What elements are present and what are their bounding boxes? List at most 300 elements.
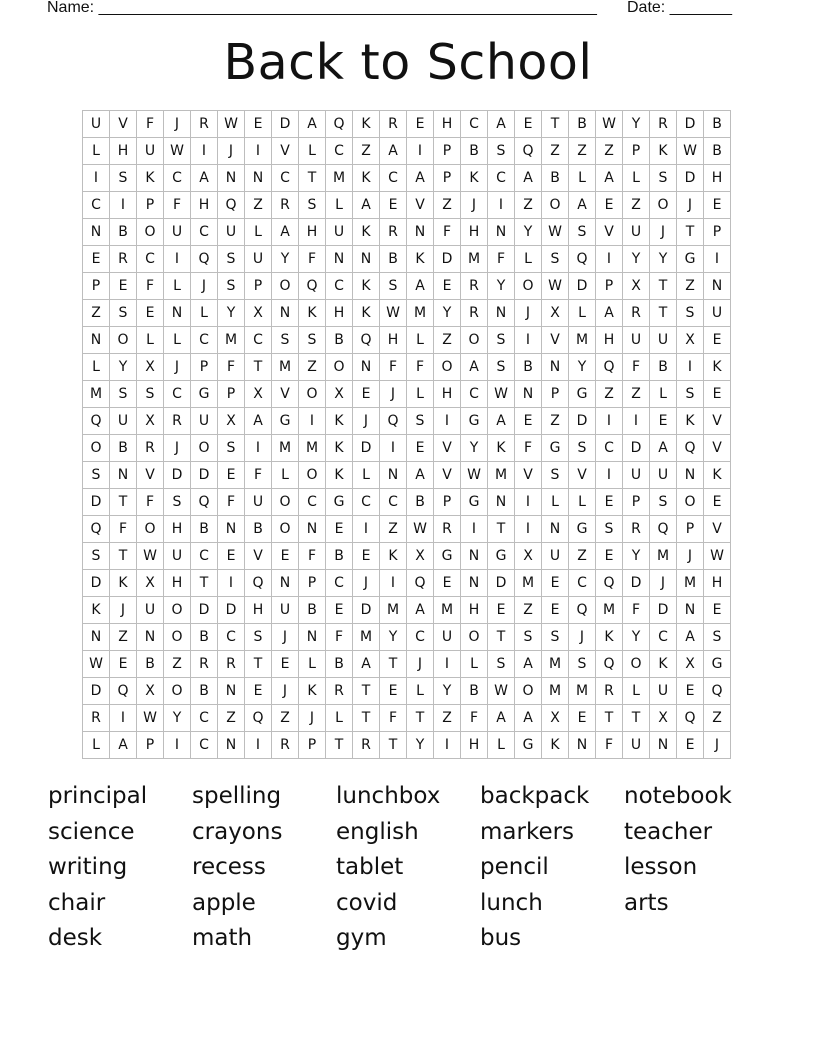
grid-cell: K — [326, 408, 353, 435]
grid-cell: Z — [83, 300, 110, 327]
grid-cell: N — [461, 570, 488, 597]
grid-cell: U — [326, 219, 353, 246]
grid-cell: C — [164, 381, 191, 408]
grid-cell: U — [218, 219, 245, 246]
grid-cell: A — [596, 300, 623, 327]
grid-cell: N — [83, 327, 110, 354]
grid-cell: Z — [596, 138, 623, 165]
grid-cell: C — [326, 273, 353, 300]
grid-cell: K — [353, 219, 380, 246]
grid-cell: S — [299, 192, 326, 219]
grid-cell: D — [218, 597, 245, 624]
grid-cell: I — [461, 516, 488, 543]
grid-cell: B — [326, 651, 353, 678]
grid-cell: E — [245, 678, 272, 705]
grid-cell: E — [110, 651, 137, 678]
grid-cell: O — [515, 273, 542, 300]
grid-cell: C — [83, 192, 110, 219]
grid-cell: U — [245, 489, 272, 516]
grid-cell: A — [380, 138, 407, 165]
grid-cell: L — [299, 138, 326, 165]
grid-cell: V — [407, 192, 434, 219]
grid-cell: M — [488, 462, 515, 489]
grid-cell: F — [515, 435, 542, 462]
grid-cell: W — [488, 678, 515, 705]
grid-cell: H — [326, 300, 353, 327]
grid-cell: D — [623, 570, 650, 597]
grid-cell: F — [434, 219, 461, 246]
grid-cell: Q — [83, 516, 110, 543]
grid-cell: X — [515, 543, 542, 570]
grid-cell: X — [137, 570, 164, 597]
grid-cell: T — [677, 219, 704, 246]
grid-cell: I — [596, 462, 623, 489]
grid-cell: N — [407, 219, 434, 246]
grid-cell: I — [596, 246, 623, 273]
grid-cell: E — [650, 408, 677, 435]
grid-cell: K — [353, 165, 380, 192]
grid-cell: W — [488, 381, 515, 408]
grid-cell: U — [191, 408, 218, 435]
grid-cell: V — [272, 138, 299, 165]
word-list-item: crayons — [192, 818, 283, 845]
grid-cell: B — [704, 111, 731, 138]
grid-cell: M — [650, 543, 677, 570]
grid-cell: P — [542, 381, 569, 408]
grid-cell: X — [542, 705, 569, 732]
grid-cell: R — [137, 435, 164, 462]
grid-cell: K — [596, 624, 623, 651]
grid-cell: L — [326, 192, 353, 219]
grid-cell: H — [434, 381, 461, 408]
grid-cell: X — [407, 543, 434, 570]
grid-cell: E — [245, 111, 272, 138]
grid-cell: O — [434, 354, 461, 381]
grid-cell: F — [380, 354, 407, 381]
grid-cell: Q — [191, 246, 218, 273]
grid-cell: G — [488, 543, 515, 570]
grid-cell: A — [488, 111, 515, 138]
grid-cell: A — [407, 462, 434, 489]
grid-cell: A — [407, 273, 434, 300]
grid-cell: H — [164, 516, 191, 543]
grid-cell: K — [407, 246, 434, 273]
grid-cell: B — [650, 354, 677, 381]
grid-cell: L — [569, 165, 596, 192]
grid-cell: Z — [515, 597, 542, 624]
grid-cell: H — [461, 732, 488, 759]
grid-cell: F — [218, 489, 245, 516]
word-list-item: lesson — [624, 854, 698, 880]
grid-cell: P — [218, 381, 245, 408]
grid-cell: N — [488, 219, 515, 246]
grid-cell: Q — [407, 570, 434, 597]
grid-cell: K — [353, 273, 380, 300]
grid-cell: B — [407, 489, 434, 516]
grid-cell: N — [380, 462, 407, 489]
word-list-item: desk — [48, 925, 103, 951]
grid-cell: D — [677, 111, 704, 138]
grid-cell: V — [704, 408, 731, 435]
grid-cell: E — [434, 570, 461, 597]
grid-cell: O — [164, 678, 191, 705]
grid-cell: E — [380, 192, 407, 219]
grid-cell: K — [353, 300, 380, 327]
grid-cell: X — [623, 273, 650, 300]
grid-cell: Z — [515, 192, 542, 219]
grid-cell: N — [83, 624, 110, 651]
grid-cell: P — [434, 138, 461, 165]
grid-cell: M — [434, 597, 461, 624]
grid-cell: T — [380, 732, 407, 759]
grid-cell: C — [191, 705, 218, 732]
grid-cell: C — [326, 570, 353, 597]
grid-cell: G — [461, 489, 488, 516]
grid-cell: M — [326, 165, 353, 192]
grid-cell: J — [164, 435, 191, 462]
grid-cell: O — [272, 489, 299, 516]
grid-cell: T — [380, 651, 407, 678]
grid-cell: X — [137, 678, 164, 705]
grid-cell: H — [461, 597, 488, 624]
grid-cell: E — [596, 543, 623, 570]
grid-cell: N — [299, 516, 326, 543]
grid-cell: T — [353, 678, 380, 705]
grid-cell: R — [650, 111, 677, 138]
grid-cell: Q — [650, 516, 677, 543]
grid-cell: D — [677, 165, 704, 192]
grid-cell: N — [83, 219, 110, 246]
grid-cell: W — [542, 273, 569, 300]
grid-cell: T — [110, 543, 137, 570]
grid-cell: Z — [272, 705, 299, 732]
grid-cell: U — [623, 462, 650, 489]
grid-cell: S — [569, 651, 596, 678]
grid-cell: O — [326, 354, 353, 381]
grid-cell: E — [218, 543, 245, 570]
grid-cell: S — [164, 489, 191, 516]
grid-cell: X — [245, 381, 272, 408]
word-list-item: teacher — [624, 818, 713, 845]
grid-cell: V — [515, 462, 542, 489]
word-list-item: apple — [192, 889, 256, 916]
grid-cell: N — [164, 300, 191, 327]
grid-cell: L — [407, 327, 434, 354]
grid-cell: N — [218, 678, 245, 705]
grid-cell: X — [137, 354, 164, 381]
grid-cell: A — [569, 192, 596, 219]
grid-cell: S — [110, 300, 137, 327]
grid-cell: Z — [569, 138, 596, 165]
grid-cell: T — [299, 165, 326, 192]
grid-cell: A — [407, 597, 434, 624]
grid-cell: E — [542, 597, 569, 624]
grid-cell: A — [272, 219, 299, 246]
grid-cell: S — [218, 435, 245, 462]
grid-cell: L — [83, 354, 110, 381]
grid-cell: Q — [515, 138, 542, 165]
grid-cell: M — [272, 435, 299, 462]
grid-cell: G — [326, 489, 353, 516]
grid-cell: E — [515, 408, 542, 435]
grid-cell: O — [110, 327, 137, 354]
grid-cell: A — [488, 705, 515, 732]
grid-cell: F — [407, 354, 434, 381]
grid-cell: I — [407, 138, 434, 165]
grid-cell: B — [191, 678, 218, 705]
grid-cell: G — [677, 246, 704, 273]
date-field-label: Date: _______ — [627, 0, 732, 16]
grid-cell: T — [542, 111, 569, 138]
grid-cell: S — [407, 408, 434, 435]
grid-cell: S — [569, 219, 596, 246]
grid-cell: H — [704, 165, 731, 192]
grid-cell: D — [83, 489, 110, 516]
grid-cell: Y — [110, 354, 137, 381]
grid-cell: G — [434, 543, 461, 570]
grid-cell: M — [353, 624, 380, 651]
grid-cell: S — [569, 435, 596, 462]
grid-cell: P — [623, 138, 650, 165]
grid-cell: W — [137, 705, 164, 732]
grid-cell: L — [569, 489, 596, 516]
grid-cell: L — [272, 462, 299, 489]
word-list-item: arts — [624, 889, 669, 916]
grid-cell: E — [704, 381, 731, 408]
grid-cell: T — [245, 354, 272, 381]
grid-cell: T — [353, 705, 380, 732]
grid-cell: M — [569, 678, 596, 705]
grid-cell: X — [326, 381, 353, 408]
grid-cell: E — [272, 543, 299, 570]
grid-cell: H — [434, 111, 461, 138]
grid-cell: Z — [623, 192, 650, 219]
grid-cell: U — [245, 246, 272, 273]
grid-cell: E — [704, 489, 731, 516]
grid-cell: K — [299, 678, 326, 705]
grid-cell: S — [542, 246, 569, 273]
grid-cell: S — [542, 462, 569, 489]
grid-cell: F — [137, 111, 164, 138]
grid-cell: Y — [434, 678, 461, 705]
grid-cell: V — [272, 381, 299, 408]
grid-cell: Q — [380, 408, 407, 435]
grid-cell: L — [569, 300, 596, 327]
grid-cell: L — [461, 651, 488, 678]
grid-cell: R — [380, 111, 407, 138]
grid-cell: Y — [623, 111, 650, 138]
grid-cell: D — [488, 570, 515, 597]
grid-cell: U — [623, 327, 650, 354]
grid-cell: H — [596, 327, 623, 354]
grid-cell: B — [299, 597, 326, 624]
grid-cell: E — [488, 597, 515, 624]
grid-cell: R — [110, 246, 137, 273]
grid-cell: S — [380, 273, 407, 300]
grid-cell: S — [137, 381, 164, 408]
grid-cell: N — [245, 165, 272, 192]
grid-cell: L — [191, 300, 218, 327]
grid-cell: A — [596, 165, 623, 192]
grid-cell: K — [542, 732, 569, 759]
grid-cell: P — [623, 489, 650, 516]
grid-cell: I — [218, 570, 245, 597]
grid-cell: P — [245, 273, 272, 300]
grid-cell: A — [407, 165, 434, 192]
grid-cell: Q — [299, 273, 326, 300]
word-list-item: recess — [192, 854, 266, 880]
grid-cell: X — [137, 408, 164, 435]
grid-cell: Y — [623, 624, 650, 651]
grid-cell: C — [191, 732, 218, 759]
grid-cell: S — [245, 624, 272, 651]
grid-cell: R — [83, 705, 110, 732]
grid-cell: Q — [677, 435, 704, 462]
grid-cell: S — [299, 327, 326, 354]
grid-cell: S — [488, 138, 515, 165]
word-list-item: english — [336, 818, 419, 845]
grid-cell: N — [218, 732, 245, 759]
grid-cell: U — [434, 624, 461, 651]
grid-cell: K — [461, 165, 488, 192]
grid-cell: K — [650, 138, 677, 165]
grid-cell: S — [488, 354, 515, 381]
grid-cell: E — [407, 435, 434, 462]
grid-cell: Z — [542, 408, 569, 435]
grid-cell: N — [677, 462, 704, 489]
grid-cell: J — [272, 624, 299, 651]
word-list-item: notebook — [624, 783, 732, 809]
grid-cell: Q — [596, 570, 623, 597]
grid-cell: E — [569, 705, 596, 732]
grid-cell: R — [191, 111, 218, 138]
grid-cell: J — [191, 273, 218, 300]
grid-cell: F — [596, 732, 623, 759]
grid-cell: E — [218, 462, 245, 489]
grid-cell: E — [704, 597, 731, 624]
grid-cell: E — [353, 543, 380, 570]
grid-cell: V — [434, 462, 461, 489]
grid-cell: K — [353, 111, 380, 138]
grid-cell: C — [164, 165, 191, 192]
grid-cell: T — [407, 705, 434, 732]
grid-cell: I — [83, 165, 110, 192]
grid-cell: X — [542, 300, 569, 327]
grid-cell: Y — [515, 219, 542, 246]
grid-cell: D — [569, 273, 596, 300]
grid-cell: G — [272, 408, 299, 435]
grid-cell: C — [272, 165, 299, 192]
grid-cell: Q — [569, 246, 596, 273]
grid-cell: E — [137, 300, 164, 327]
grid-cell: M — [407, 300, 434, 327]
grid-cell: J — [650, 219, 677, 246]
grid-cell: O — [191, 435, 218, 462]
grid-cell: I — [704, 246, 731, 273]
grid-cell: A — [515, 165, 542, 192]
grid-cell: B — [461, 138, 488, 165]
grid-cell: C — [326, 138, 353, 165]
grid-cell: K — [704, 354, 731, 381]
grid-cell: R — [218, 651, 245, 678]
grid-cell: N — [488, 300, 515, 327]
grid-cell: I — [488, 192, 515, 219]
grid-cell: D — [650, 597, 677, 624]
grid-cell: V — [704, 516, 731, 543]
grid-cell: N — [299, 624, 326, 651]
grid-cell: Q — [83, 408, 110, 435]
grid-cell: O — [272, 273, 299, 300]
grid-cell: F — [299, 543, 326, 570]
grid-cell: C — [461, 111, 488, 138]
grid-cell: W — [542, 219, 569, 246]
grid-cell: I — [515, 327, 542, 354]
grid-cell: D — [353, 597, 380, 624]
grid-cell: D — [434, 246, 461, 273]
grid-cell: J — [299, 705, 326, 732]
grid-cell: Q — [569, 597, 596, 624]
name-field-label: Name: ________________________________________________________ — [47, 0, 597, 16]
grid-cell: N — [137, 624, 164, 651]
grid-cell: S — [677, 381, 704, 408]
grid-cell: M — [515, 570, 542, 597]
grid-cell: U — [650, 678, 677, 705]
grid-cell: S — [272, 327, 299, 354]
grid-cell: C — [191, 219, 218, 246]
grid-cell: P — [191, 354, 218, 381]
grid-cell: D — [272, 111, 299, 138]
grid-cell: O — [650, 192, 677, 219]
grid-cell: P — [704, 219, 731, 246]
grid-cell: N — [569, 732, 596, 759]
grid-cell: K — [83, 597, 110, 624]
grid-cell: D — [191, 597, 218, 624]
grid-cell: J — [569, 624, 596, 651]
grid-cell: S — [110, 165, 137, 192]
grid-cell: B — [461, 678, 488, 705]
grid-cell: X — [218, 408, 245, 435]
grid-cell: W — [164, 138, 191, 165]
grid-cell: I — [299, 408, 326, 435]
word-list-item: markers — [480, 818, 575, 845]
grid-cell: I — [245, 138, 272, 165]
grid-cell: F — [488, 246, 515, 273]
grid-cell: A — [488, 408, 515, 435]
word-list-item: lunch — [480, 889, 543, 916]
word-list-item: chair — [48, 889, 106, 916]
grid-cell: U — [137, 597, 164, 624]
grid-cell: Z — [110, 624, 137, 651]
grid-cell: S — [110, 381, 137, 408]
grid-cell: V — [569, 462, 596, 489]
grid-cell: I — [623, 408, 650, 435]
grid-cell: F — [461, 705, 488, 732]
grid-cell: Z — [434, 192, 461, 219]
grid-cell: G — [191, 381, 218, 408]
grid-cell: L — [488, 732, 515, 759]
grid-cell: U — [542, 543, 569, 570]
grid-cell: O — [461, 624, 488, 651]
grid-cell: Z — [596, 381, 623, 408]
grid-cell: F — [326, 624, 353, 651]
grid-cell: Z — [380, 516, 407, 543]
grid-cell: Y — [164, 705, 191, 732]
grid-cell: V — [704, 435, 731, 462]
grid-cell: J — [353, 408, 380, 435]
grid-cell: L — [542, 489, 569, 516]
word-list-item: backpack — [480, 783, 590, 809]
grid-cell: F — [623, 597, 650, 624]
